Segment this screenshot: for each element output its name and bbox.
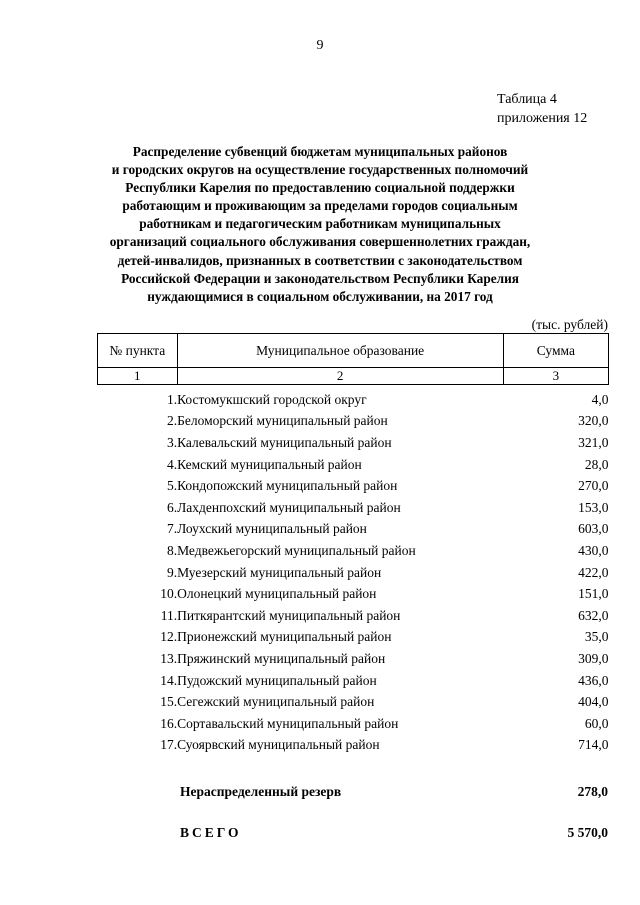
row-municipality: Калевальский муниципальный район: [177, 434, 392, 450]
row-municipality: Муезерский муниципальный район: [177, 564, 382, 580]
title-line: нуждающимися в социальном обслуживании, на 2017 год: [147, 288, 493, 304]
total-label: ВСЕГО: [180, 825, 242, 840]
column-number-2: 2: [177, 368, 503, 385]
reserve-value: 278,0: [577, 784, 608, 799]
header-municipality: Муниципальное образование: [177, 334, 503, 368]
row-sum: 309,0: [578, 650, 609, 666]
row-municipality: Питкярантский муниципальный район: [177, 607, 401, 623]
row-municipality: Сегежский муниципальный район: [177, 694, 375, 710]
row-sum: 422,0: [578, 564, 609, 580]
row-municipality: Медвежьегорский муниципальный район: [177, 542, 416, 558]
row-number: 17.: [160, 737, 178, 753]
title-line: работникам и педагогическим работникам муниципальных: [139, 216, 501, 232]
row-number: 4.: [166, 456, 178, 472]
row-number: 11.: [160, 607, 178, 623]
row-number: 2.: [166, 413, 178, 429]
row-municipality: Беломорский муниципальный район: [177, 413, 388, 429]
header-item-number: № пункта: [98, 334, 178, 368]
table-row: [98, 627, 609, 649]
row-number: 3.: [166, 434, 178, 450]
row-municipality: Пряжинский муниципальный район: [177, 650, 386, 666]
table-body: [98, 385, 609, 757]
row-sum: 4,0: [591, 391, 609, 407]
reserve-label: Нераспределенный резерв: [180, 784, 342, 799]
table-row: [98, 562, 609, 584]
row-sum: 404,0: [578, 694, 609, 710]
row-sum: 436,0: [578, 672, 609, 688]
table-row: [98, 432, 609, 454]
row-sum: 603,0: [578, 521, 609, 537]
table-ref-line1: Таблица 4: [497, 92, 557, 107]
row-number: 16.: [160, 715, 178, 731]
table-row: [98, 605, 609, 627]
column-number-3: 3: [503, 368, 608, 385]
title-line: детей-инвалидов, признанных в соответствии с законодательством: [117, 252, 523, 268]
column-number-1: 1: [98, 368, 178, 385]
table-row: [98, 497, 609, 519]
table-row: [98, 691, 609, 713]
table-row: [98, 713, 609, 735]
header-sum: Сумма: [503, 334, 608, 368]
subventions-table: [97, 333, 609, 756]
units-label: (тыс. рублей): [531, 317, 608, 332]
row-municipality: Прионежский муниципальный район: [177, 629, 392, 645]
table-reference: [497, 90, 587, 128]
row-number: 9.: [166, 564, 178, 580]
title-line: Республики Карелия по предоставлению социальной поддержки: [125, 180, 515, 196]
row-number: 12.: [160, 629, 178, 645]
row-sum: 151,0: [578, 586, 609, 602]
row-municipality: Кондопожский муниципальный район: [177, 478, 398, 494]
table-row: [98, 735, 609, 757]
row-municipality: Сортавальский муниципальный район: [177, 715, 399, 731]
table-row: [98, 648, 609, 670]
row-sum: 28,0: [584, 456, 609, 472]
row-municipality: Лоухский муниципальный район: [177, 521, 367, 537]
row-number: 8.: [166, 542, 178, 558]
row-sum: 320,0: [578, 413, 609, 429]
title-line: организаций социального обслуживания совершеннолетних граждан,: [109, 234, 531, 250]
table-row: [98, 519, 609, 541]
page-number: 9: [316, 38, 324, 53]
table-row: [98, 454, 609, 476]
row-sum: 270,0: [578, 478, 609, 494]
column-number-row: [98, 368, 609, 385]
row-sum: 35,0: [584, 629, 609, 645]
row-municipality: Лахденпохский муниципальный район: [177, 499, 401, 515]
row-municipality: Суоярвский муниципальный район: [177, 737, 380, 753]
title-line: работающим и проживающим за пределами городов социальным: [122, 198, 518, 214]
table-row: [98, 475, 609, 497]
row-number: 15.: [160, 694, 178, 710]
row-municipality: Костомукшский городской округ: [177, 391, 367, 407]
row-sum: 714,0: [578, 737, 609, 753]
table-ref-line2: приложения 12: [497, 111, 588, 126]
row-number: 10.: [160, 586, 178, 602]
table-header-row: [98, 334, 609, 368]
row-sum: 430,0: [578, 542, 609, 558]
row-number: 1.: [166, 391, 178, 407]
row-number: 5.: [166, 478, 178, 494]
table-row: [98, 540, 609, 562]
row-sum: 153,0: [578, 499, 609, 515]
title-line: Распределение субвенций бюджетам муниципальных районов: [132, 144, 508, 159]
row-sum: 60,0: [584, 715, 609, 731]
row-sum: 632,0: [578, 607, 609, 623]
document-title: [90, 143, 550, 306]
row-number: 13.: [160, 650, 178, 666]
table-row: [98, 411, 609, 433]
row-number: 6.: [166, 499, 178, 515]
table-row: [98, 670, 609, 692]
row-number: 7.: [166, 521, 178, 537]
title-line: и городских округов на осуществление государственных полномочий: [111, 162, 529, 178]
row-municipality: Кемский муниципальный район: [177, 456, 362, 472]
row-municipality: Пудожский муниципальный район: [177, 672, 377, 688]
row-municipality: Олонецкий муниципальный район: [177, 586, 377, 602]
title-line: Российской Федерации и законодательством Республики Карелия: [121, 270, 519, 286]
table-row: [98, 385, 609, 411]
row-sum: 321,0: [578, 434, 609, 450]
table-row: [98, 583, 609, 605]
row-number: 14.: [160, 672, 178, 688]
total-value: 5 570,0: [567, 825, 608, 840]
